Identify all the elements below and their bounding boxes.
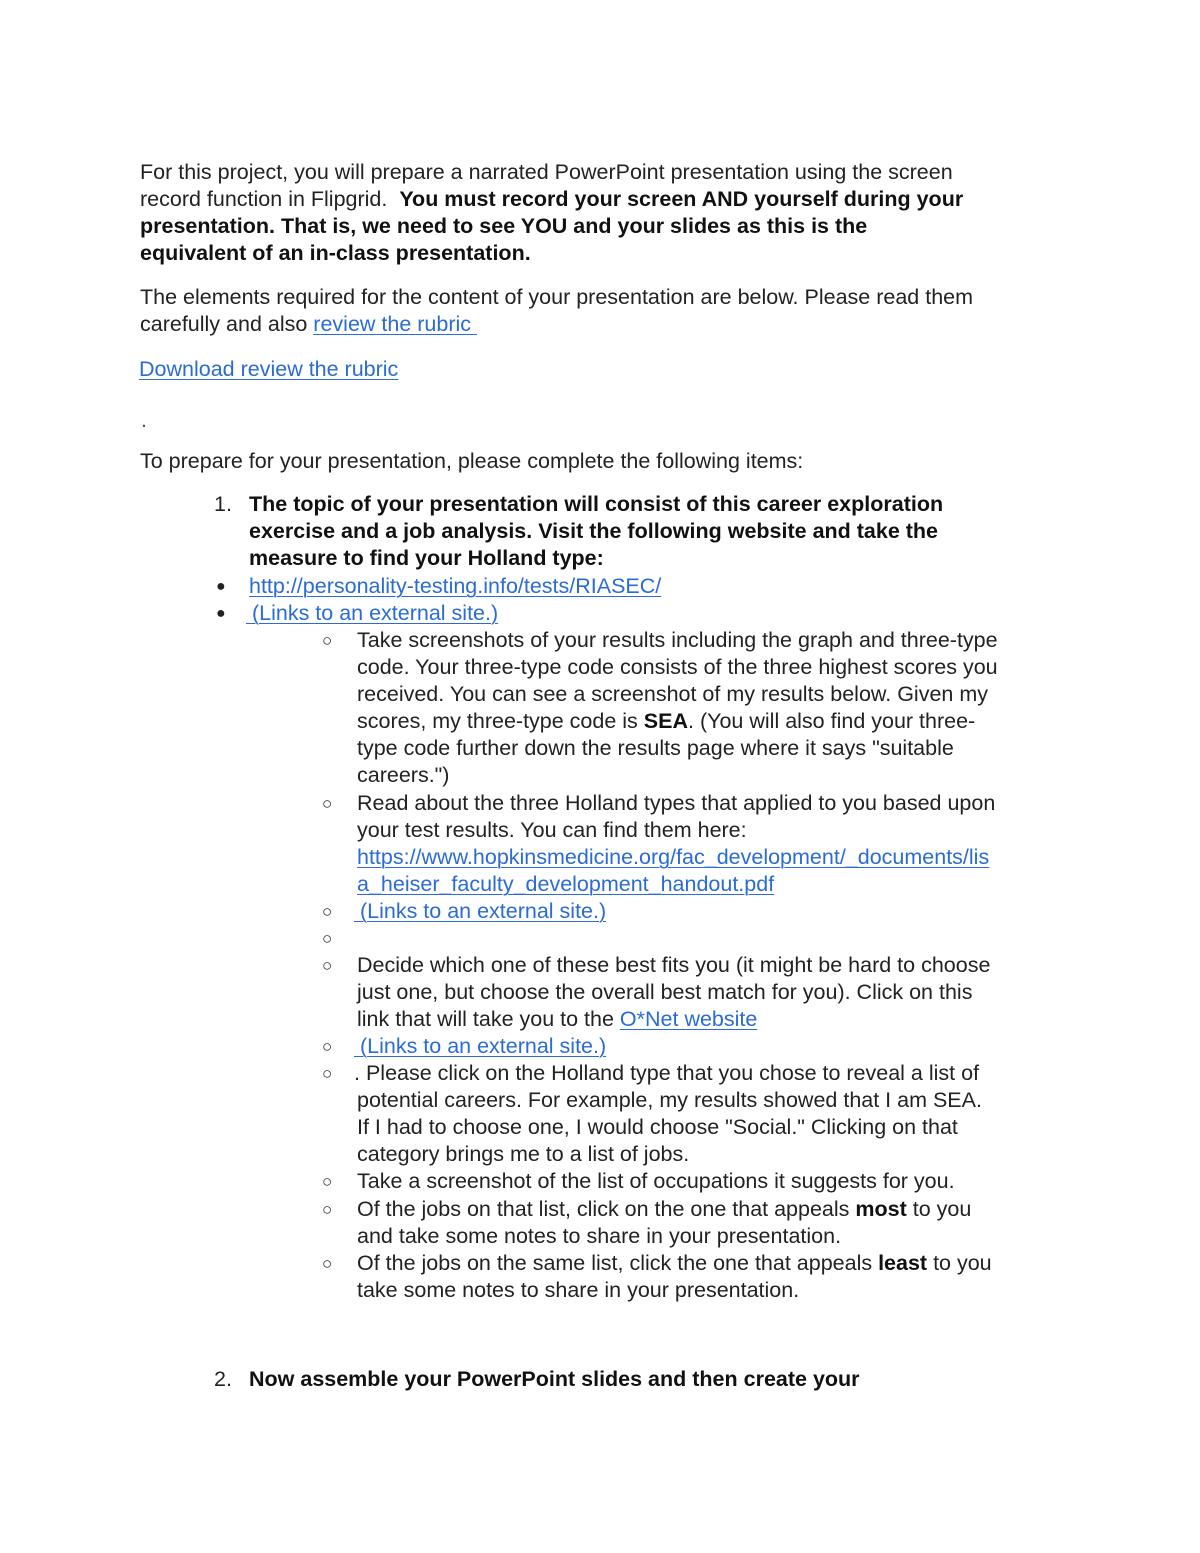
sub8-text: Take a screenshot of the list of occupations it suggests for you. bbox=[357, 1169, 955, 1193]
sub7-line-1 bbox=[354, 1060, 979, 1087]
elements-line-2 bbox=[140, 311, 477, 338]
bullet-circle-icon: ○ bbox=[322, 1254, 333, 1273]
intro-line-1 bbox=[140, 159, 953, 186]
sub1-text-3: received. You can see a screenshot of my results below. Given my bbox=[357, 682, 988, 706]
sub5-line-2 bbox=[357, 979, 972, 1006]
intro-line-4 bbox=[140, 240, 531, 267]
sub1-line-6 bbox=[357, 762, 449, 789]
intro-text-2: record function in Flipgrid. bbox=[140, 187, 400, 211]
hopkins-handout-link-cont[interactable]: a_heiser_faculty_development_handout.pdf bbox=[357, 872, 775, 896]
riasec-test-link[interactable]: http://personality-testing.info/tests/RIASEC/ bbox=[249, 574, 662, 598]
item1-bold-1: The topic of your presentation will consist of this career exploration bbox=[249, 492, 944, 516]
item1-bold-2: exercise and a job analysis. Visit the following website and take the bbox=[249, 519, 939, 543]
bullet-circle-icon: ○ bbox=[322, 929, 333, 948]
sub9-text-1a: Of the jobs on that list, click on the one that appeals bbox=[357, 1197, 856, 1221]
sub7-line-4 bbox=[357, 1141, 689, 1168]
sub1-line-5 bbox=[357, 735, 954, 762]
list-number-1: 1. bbox=[214, 492, 232, 516]
item1-bold-3: measure to find your Holland type: bbox=[249, 546, 604, 570]
item2-line-1 bbox=[249, 1366, 860, 1393]
sub10-text-1a: Of the jobs on the same list, click the one that appeals bbox=[357, 1251, 879, 1275]
intro-line-2 bbox=[140, 186, 963, 213]
sub7-line-3 bbox=[357, 1114, 958, 1141]
bullet-external-line bbox=[246, 600, 498, 627]
external-site-link[interactable]: (Links to an external site.) bbox=[354, 1034, 607, 1058]
intro-bold-3: presentation. That is, we need to see YOU and your slides as this is the bbox=[140, 214, 868, 238]
sub9-text-2: and take some notes to share in your presentation. bbox=[357, 1224, 842, 1248]
sub1-line-2 bbox=[357, 654, 998, 681]
sub1-text-2: code. Your three-type code consists of the three highest scores you bbox=[357, 655, 998, 679]
dot-line bbox=[141, 407, 147, 434]
prepare-text: To prepare for your presentation, please complete the following items: bbox=[140, 449, 804, 473]
prepare-line bbox=[140, 448, 803, 475]
sub2-line-2 bbox=[357, 817, 747, 844]
external-site-link[interactable]: (Links to an external site.) bbox=[246, 601, 499, 625]
sub8-line bbox=[357, 1168, 955, 1195]
sub7-text-2: potential careers. For example, my results showed that I am SEA. bbox=[357, 1088, 982, 1112]
sub7-text-4: category brings me to a list of jobs. bbox=[357, 1142, 690, 1166]
review-rubric-link[interactable]: review the rubric bbox=[313, 312, 477, 336]
intro-bold-4: equivalent of an in-class presentation. bbox=[140, 241, 531, 265]
sub1-line-1 bbox=[357, 627, 998, 654]
sub1-line-3 bbox=[357, 681, 988, 708]
sub2-line-4 bbox=[357, 871, 774, 898]
hopkins-handout-link[interactable]: https://www.hopkinsmedicine.org/fac_development/_documents/lis bbox=[357, 845, 990, 869]
sub7-text-3: If I had to choose one, I would choose "Social." Clicking on that bbox=[357, 1115, 958, 1139]
bullet-circle-icon: ○ bbox=[322, 902, 333, 921]
elements-line-1 bbox=[140, 284, 973, 311]
bullet-url-line bbox=[249, 573, 661, 600]
bullet-circle-icon: ○ bbox=[322, 1064, 333, 1083]
sub2-line-1 bbox=[357, 790, 995, 817]
sub10-text-2: take some notes to share in your presentation. bbox=[357, 1278, 800, 1302]
sub6-line bbox=[354, 1033, 606, 1060]
elements-text-1: The elements required for the content of your presentation are below. Please read them bbox=[140, 285, 974, 309]
sub2-text-2: your test results. You can find them here: bbox=[357, 818, 747, 842]
bullet-circle-icon: ○ bbox=[322, 956, 333, 975]
elements-text-2: carefully and also bbox=[140, 312, 314, 336]
sub1-text-4a: scores, my three-type code is bbox=[357, 709, 644, 733]
sub9-line-1 bbox=[357, 1196, 971, 1223]
bullet-disc-icon: ● bbox=[216, 578, 226, 595]
sub10-line-1 bbox=[357, 1250, 992, 1277]
intro-bold-2: You must record your screen AND yourself during your bbox=[399, 187, 964, 211]
sub9-bold-most: most bbox=[855, 1197, 907, 1221]
bullet-circle-icon: ○ bbox=[322, 1037, 333, 1056]
sub7-line-2 bbox=[357, 1087, 982, 1114]
bullet-circle-icon: ○ bbox=[322, 631, 333, 650]
sub1-text-6: careers.") bbox=[357, 763, 450, 787]
download-line bbox=[139, 356, 398, 383]
sub1-bold-sea: SEA bbox=[643, 709, 688, 733]
intro-text-1: For this project, you will prepare a narrated PowerPoint presentation using the screen bbox=[140, 160, 953, 184]
intro-line-3 bbox=[140, 213, 867, 240]
external-site-link[interactable]: (Links to an external site.) bbox=[354, 899, 607, 923]
onet-website-link[interactable]: O*Net website bbox=[619, 1007, 758, 1031]
sub10-bold-least: least bbox=[878, 1251, 928, 1275]
sub1-line-4 bbox=[357, 708, 975, 735]
item1-line-2 bbox=[249, 518, 938, 545]
item2-bold-1: Now assemble your PowerPoint slides and then create your bbox=[249, 1367, 860, 1391]
sub5-text-3: link that will take you to the bbox=[357, 1007, 620, 1031]
sub9-line-2 bbox=[357, 1223, 841, 1250]
list-number-2: 2. bbox=[214, 1367, 232, 1391]
sub2-text-1: Read about the three Holland types that applied to you based upon bbox=[357, 791, 996, 815]
dot-text: . bbox=[141, 408, 147, 432]
item1-line-1 bbox=[249, 491, 943, 518]
sub7-text-1: . Please click on the Holland type that you chose to reveal a list of bbox=[354, 1061, 980, 1085]
sub5-text-2: just one, but choose the overall best match for you). Click on this bbox=[357, 980, 973, 1004]
sub1-text-1: Take screenshots of your results including the graph and three-type bbox=[357, 628, 998, 652]
sub10-line-2 bbox=[357, 1277, 799, 1304]
bullet-circle-icon: ○ bbox=[322, 794, 333, 813]
bullet-circle-icon: ○ bbox=[322, 1200, 333, 1219]
sub5-line-3 bbox=[357, 1006, 757, 1033]
item1-line-3 bbox=[249, 545, 604, 572]
sub1-text-4c: . (You will also find your three- bbox=[688, 709, 976, 733]
sub5-line-1 bbox=[357, 952, 990, 979]
bullet-circle-icon: ○ bbox=[322, 1172, 333, 1191]
sub5-text-1: Decide which one of these best fits you (it might be hard to choose bbox=[357, 953, 991, 977]
sub1-text-5: type code further down the results page where it says "suitable bbox=[357, 736, 954, 760]
sub3-line bbox=[354, 898, 606, 925]
sub9-text-1c: to you bbox=[906, 1197, 972, 1221]
sub10-text-1c: to you bbox=[927, 1251, 992, 1275]
bullet-disc-icon: ● bbox=[216, 605, 226, 622]
download-rubric-link[interactable]: Download review the rubric bbox=[139, 357, 399, 381]
sub2-line-3 bbox=[357, 844, 989, 871]
